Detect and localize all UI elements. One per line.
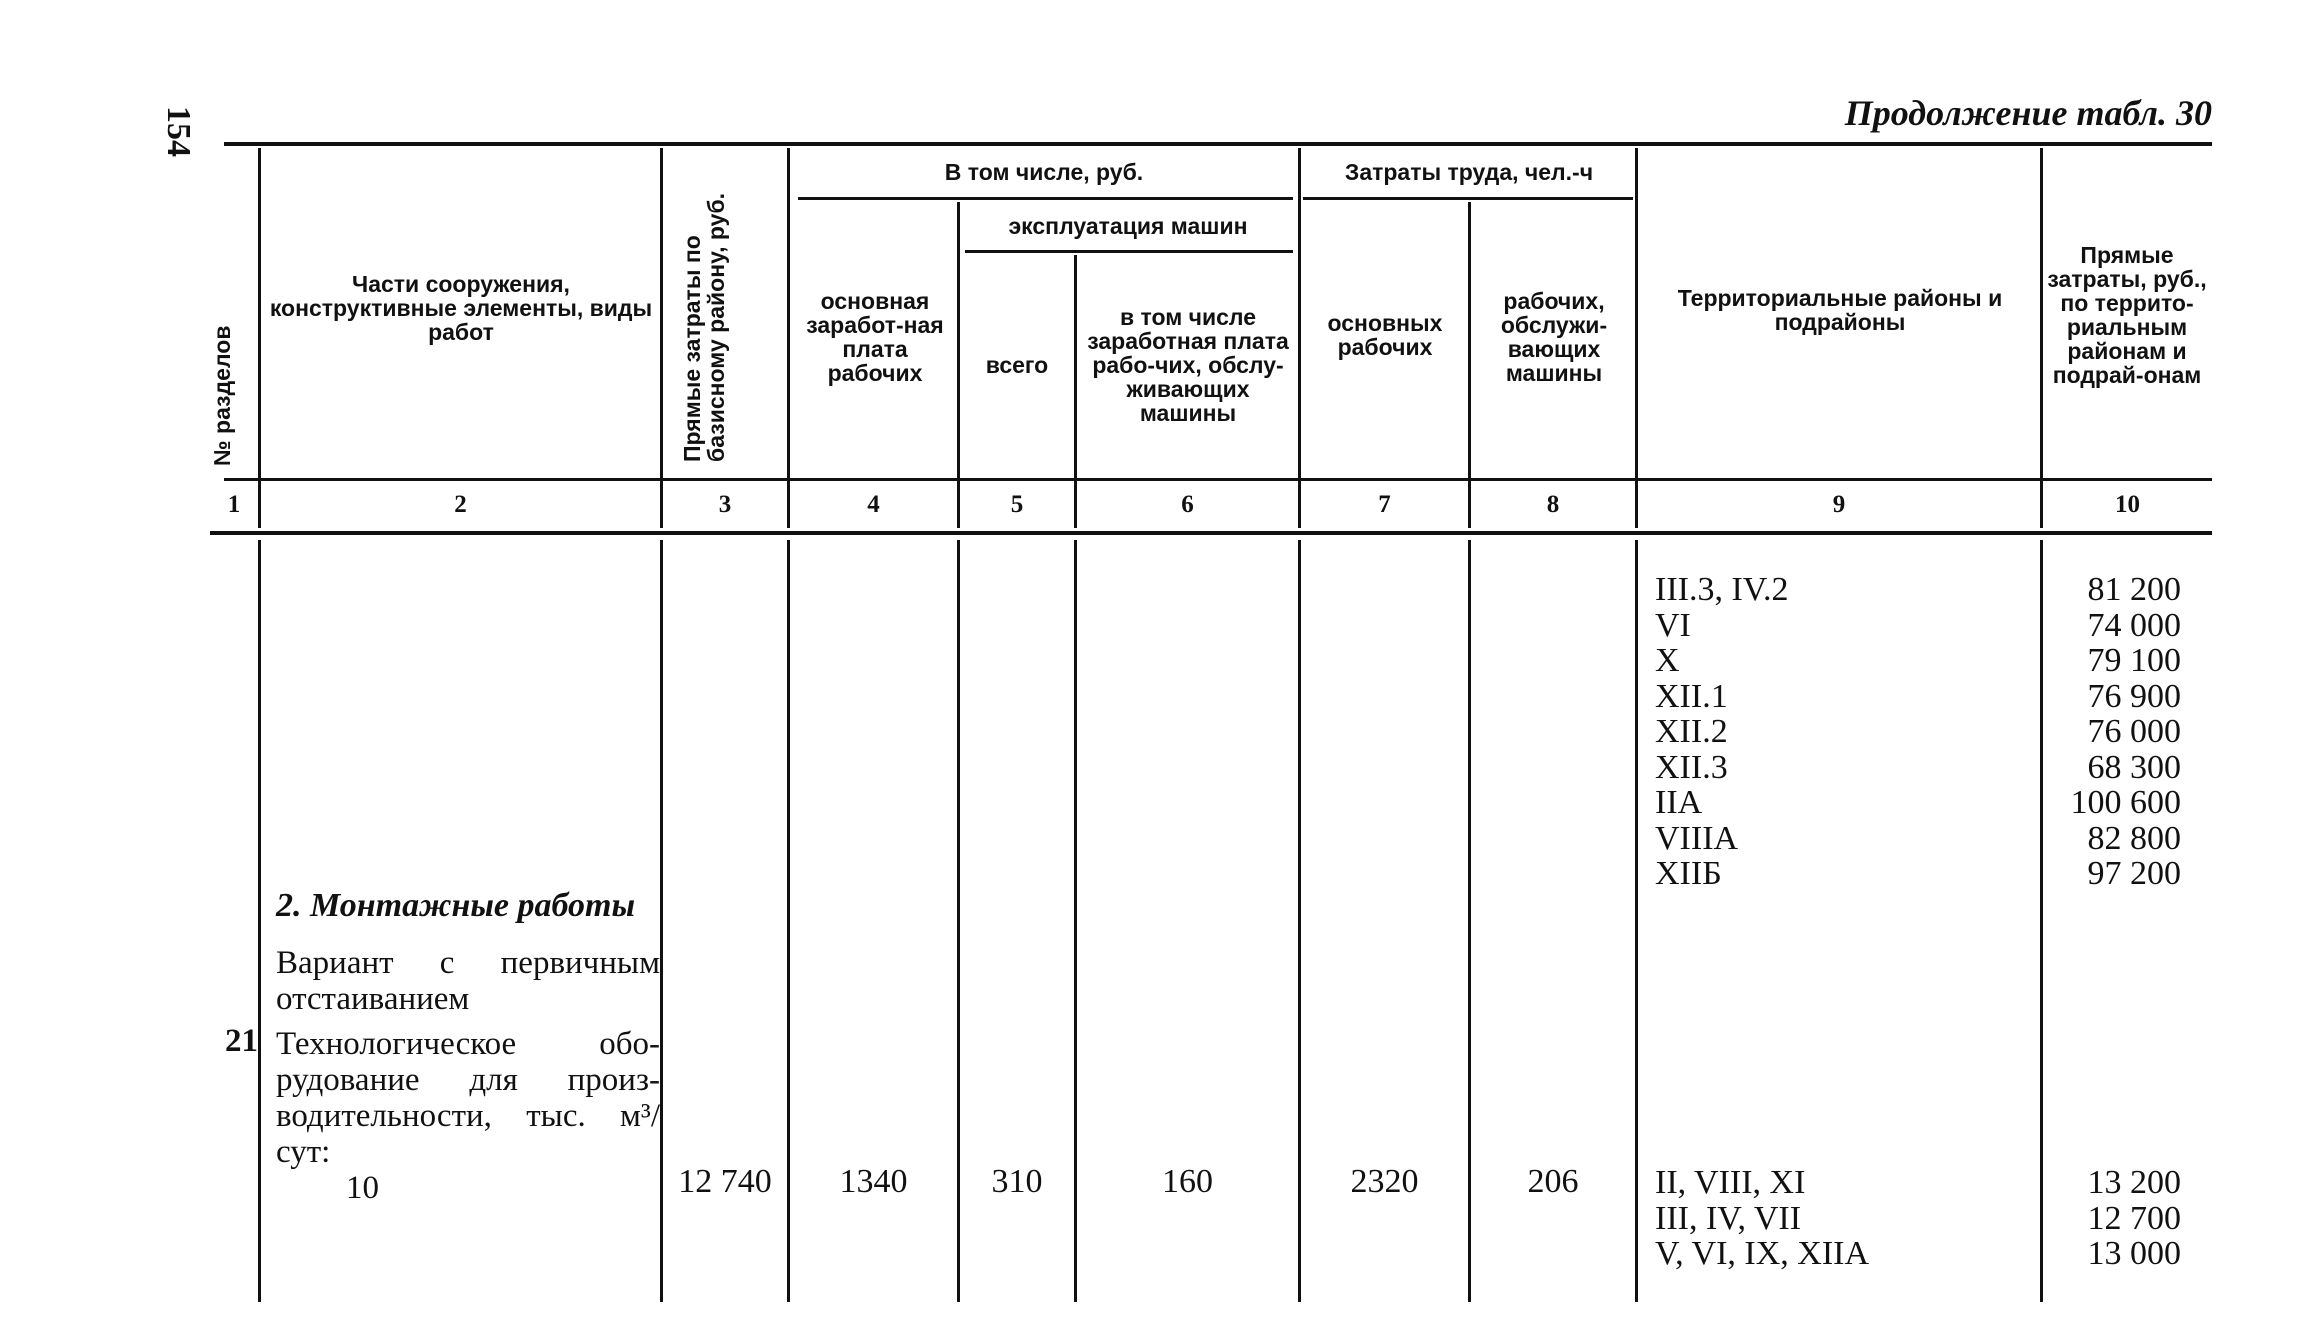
value-direct-costs-base: 12 740 [678, 1163, 772, 1200]
region-cost: 97 200 [2087, 855, 2181, 892]
body-divider-1 [258, 540, 261, 1302]
header-direct-costs-base [680, 162, 728, 462]
column-number: 3 [718, 491, 732, 518]
regions-list-bottom [1655, 1165, 2035, 1272]
region-name: V, VI, IX, XIIA [1655, 1235, 1870, 1272]
section-heading: 2. Монтажные работы [276, 887, 636, 924]
region-name: III.3, IV.2 [1655, 571, 1789, 608]
value-machines-total: 310 [991, 1163, 1043, 1200]
group-rule-incl [798, 197, 1293, 200]
header-machine-wages: в том числе заработная плата рабо-чих, обслу-живающих машины [1087, 304, 1289, 426]
variant-text: Вариант с первичным отстаиванием [276, 945, 660, 1017]
region-name: X [1655, 642, 1680, 679]
region-name: XIIБ [1655, 855, 1722, 892]
column-number: 9 [1832, 491, 1846, 518]
col-divider-7 [1468, 202, 1471, 528]
column-number: 2 [454, 491, 467, 518]
body-divider-9 [2040, 540, 2043, 1302]
group-rule-labor [1303, 197, 1633, 200]
col-divider-8 [1635, 148, 1638, 528]
region-cost: 82 800 [2087, 819, 2181, 857]
row-number: 21 [225, 1023, 258, 1059]
region-costs-top [2045, 572, 2181, 892]
col-divider-1 [258, 148, 261, 528]
col-divider-9 [2040, 148, 2043, 528]
column-number: 4 [867, 491, 880, 518]
col-divider-4 [957, 202, 960, 528]
region-cost: 100 600 [2070, 784, 2181, 821]
region-cost: 68 300 [2087, 748, 2181, 786]
header-machines-total: всего [985, 352, 1049, 378]
numbers-bottom-rule [210, 531, 2212, 535]
header-section-number: № разделов [209, 325, 235, 466]
header-bottom-rule [224, 478, 2212, 481]
capacity-value: 10 [346, 1170, 379, 1206]
header-group-incl: В том числе, руб. [944, 159, 1144, 185]
region-name: VI [1655, 606, 1691, 644]
value-machine-workers: 206 [1527, 1163, 1579, 1200]
region-cost: 13 000 [2087, 1235, 2181, 1272]
col-divider-2 [660, 148, 663, 528]
region-cost: 81 200 [2087, 571, 2181, 608]
column-number: 5 [1010, 491, 1024, 518]
header-group-machines: эксплуатация машин [1008, 213, 1248, 239]
header-machine-workers: рабочих, обслужи-вающих машины [1500, 288, 1608, 386]
value-base-wages: 1340 [839, 1163, 908, 1200]
region-name: XII.2 [1655, 713, 1728, 750]
value-machine-wages: 160 [1162, 1163, 1213, 1200]
header-direct-costs-base-text: Прямые затраты по базисному району, руб. [679, 192, 729, 462]
body-divider-8 [1635, 540, 1638, 1302]
header-group-labor: Затраты труда, чел.-ч [1344, 159, 1594, 185]
table-caption: Продолжение табл. 30 [1844, 93, 2212, 133]
page-number: 154 [160, 106, 197, 157]
table-top-rule [224, 142, 2212, 146]
column-number: 8 [1546, 491, 1560, 518]
col-divider-5 [1074, 255, 1077, 528]
col-divider-3 [787, 148, 790, 528]
region-cost: 76 900 [2087, 677, 2181, 715]
region-cost: 76 000 [2087, 713, 2181, 750]
column-number: 6 [1181, 491, 1194, 518]
region-cost: 74 000 [2087, 606, 2181, 644]
header-regional-costs: Прямые затраты, руб., по террито-риальным районам и подрай-онам [2047, 242, 2207, 388]
region-cost: 12 700 [2087, 1199, 2181, 1237]
region-name: VIIIA [1655, 819, 1739, 857]
value-main-workers: 2320 [1350, 1163, 1419, 1200]
group-rule-machines [965, 250, 1293, 253]
col-divider-6 [1298, 148, 1301, 528]
region-name: XII.3 [1655, 748, 1728, 786]
header-base-wages: основная заработ-ная плата рабочих [806, 288, 944, 386]
region-cost: 79 100 [2087, 642, 2181, 679]
header-main-workers: основных рабочих [1327, 310, 1443, 360]
column-number: 10 [2115, 491, 2140, 518]
column-number: 1 [227, 491, 241, 518]
region-name: IIA [1655, 784, 1703, 821]
header-regions: Территориальные районы и подрайоны [1677, 285, 2003, 335]
row-description: Технологическое обо-рудование для произ-водительности, тыс. м³/сут: [276, 1026, 660, 1170]
region-cost: 13 200 [2087, 1164, 2181, 1201]
region-name: III, IV, VII [1655, 1199, 1802, 1237]
column-number: 7 [1378, 491, 1391, 518]
region-costs-bottom [2045, 1165, 2181, 1272]
region-name: II, VIII, XI [1655, 1164, 1806, 1201]
region-name: XII.1 [1655, 677, 1728, 715]
header-parts: Части сооружения, конструктивные элементы, виды работ [269, 271, 653, 345]
regions-list-top [1655, 572, 2035, 892]
